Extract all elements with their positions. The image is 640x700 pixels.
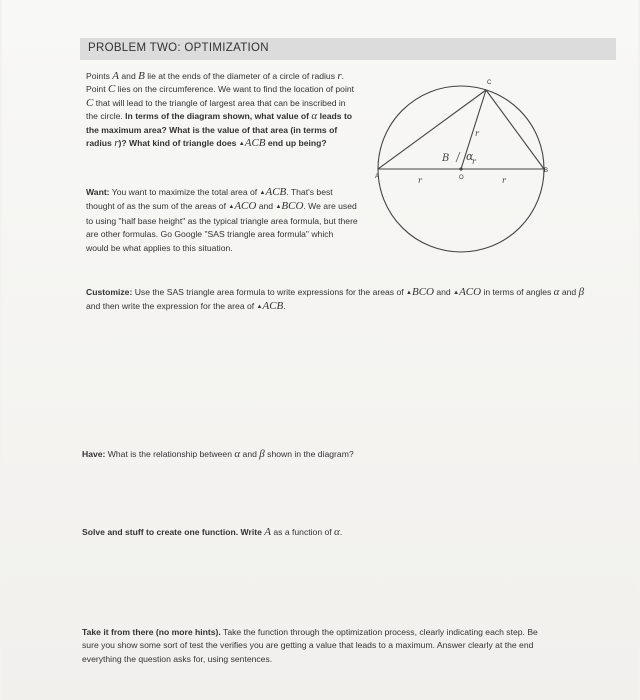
center-point bbox=[459, 167, 462, 170]
want-paragraph: Want: You want to maximize the total area of ▲ACB. That's best thought of as the sum of the areas of ▲ACO and ▲BCO. We are used to using "half base height" as the typical triangle area formula, but there are other formulas. Go Google "SAS triangle area formula" which would be what applies to this situation. bbox=[86, 186, 358, 253]
label-a: A bbox=[375, 174, 380, 180]
hand-angle-slash bbox=[456, 152, 460, 162]
hand-angle-beta: B bbox=[442, 153, 450, 164]
label-c: C bbox=[487, 80, 492, 86]
take-paragraph: Take it from there (no more hints). Take the function through the optimization process, clearly indicating each step. Be sure you show some sort of test the verifies you are getting a value that leads to a maximum. Answer clearly at the end everything the question asks for, using sentences. bbox=[82, 627, 538, 664]
intro-paragraph: Points A and B lie at the ends of the diameter of a circle of radius r. Point C lies on the circumference. We want to find the location of point C that will lead to the triangle of largest area that can be inscribed in the circle. In terms of the diagram shown, what value of α leads to the maximum area? What is the value of that area (in terms of radius r)? What kind of triangle does ▲ACB end up being? bbox=[86, 70, 355, 150]
label-o: O bbox=[459, 175, 464, 181]
hand-radius-right: r bbox=[502, 176, 506, 185]
label-b: B bbox=[544, 168, 549, 174]
solve-paragraph: Solve and stuff to create one function. Write A as a function of α. bbox=[82, 526, 343, 538]
hand-angle-alpha: α bbox=[466, 150, 474, 163]
customize-paragraph: Customize: Use the SAS triangle area formula to write expressions for the areas of ▲BCO and ▲ACO in terms of angles α and β and then write the expression for the area of ▲ACB. bbox=[86, 286, 585, 313]
section-title: PROBLEM TWO: OPTIMIZATION bbox=[88, 42, 269, 54]
hand-radius-left: r bbox=[418, 176, 422, 185]
hand-radius-oc-lower: r bbox=[472, 157, 476, 166]
side-cb bbox=[486, 90, 544, 169]
circle-diagram bbox=[366, 66, 556, 266]
have-paragraph: Have: What is the relationship between α and β shown in the diagram? bbox=[82, 448, 354, 460]
hand-radius-oc: r bbox=[475, 129, 479, 138]
